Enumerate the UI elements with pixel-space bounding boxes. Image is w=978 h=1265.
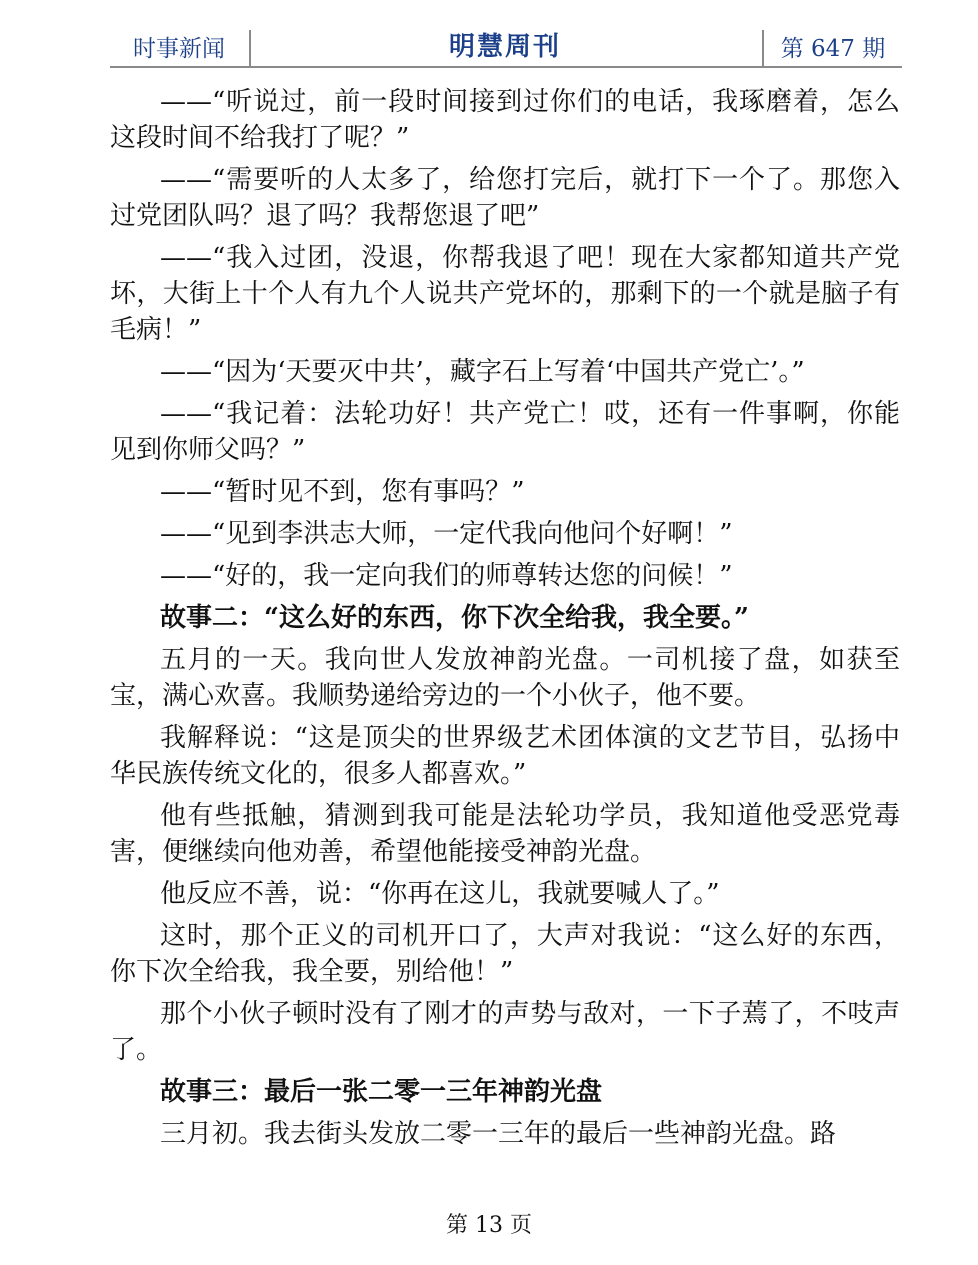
- article-body: [110, 84, 900, 1158]
- paragraph: ——“好的，我一定向我们的师尊转达您的问候！”: [160, 561, 733, 591]
- story-heading: 故事二：“这么好的东西，你下次全给我，我全要。”: [160, 603, 749, 633]
- issue-number: 第 647 期: [780, 36, 886, 62]
- paragraph: ——“暂时见不到，您有事吗？”: [160, 477, 525, 507]
- paragraph: ——“需要听的人太多了，给您打完后，就打下一个了。那您入过党团队吗？退了吗？我帮您退了吧”: [110, 165, 900, 231]
- paragraph: 三月初。我去街头发放二零一三年的最后一些神韵光盘。路: [160, 1119, 837, 1149]
- paragraph: ——“我入过团，没退，你帮我退了吧！现在大家都知道共产党坏，大街上十个人有九个人说共产党坏的，那剩下的一个就是脑子有毛病！”: [110, 243, 900, 345]
- section-label: 时事新闻: [133, 36, 225, 62]
- paragraph: 我解释说：“这是顶尖的世界级艺术团体演的文艺节目，弘扬中华民族传统文化的，很多人都喜欢。”: [110, 723, 900, 789]
- header-rule: [110, 66, 902, 68]
- paragraph: ——“见到李洪志大师，一定代我向他问个好啊！”: [160, 519, 733, 549]
- paragraph: 这时，那个正义的司机开口了，大声对我说：“这么好的东西，你下次全给我，我全要，别给他！”: [110, 921, 900, 987]
- page-header: [110, 22, 902, 68]
- paragraph: 他反应不善，说：“你再在这儿，我就要喊人了。”: [160, 879, 720, 909]
- publication-title: 明慧周刊: [448, 32, 561, 62]
- story-heading: 故事三：最后一张二零一三年神韵光盘: [160, 1077, 603, 1107]
- paragraph: ——“听说过，前一段时间接到过你们的电话，我琢磨着，怎么这段时间不给我打了呢？”: [110, 87, 900, 153]
- paragraph: 五月的一天。我向世人发放神韵光盘。一司机接了盘，如获至宝，满心欢喜。我顺势递给旁边的一个小伙子，他不要。: [110, 645, 900, 711]
- paragraph: 那个小伙子顿时没有了刚才的声势与敌对，一下子蔫了，不吱声了。: [110, 999, 900, 1065]
- paragraph: ——“因为‘天要灭中共’，藏字石上写着‘中国共产党亡’。”: [160, 357, 805, 387]
- paragraph: 他有些抵触，猜测到我可能是法轮功学员，我知道他受恶党毒害，便继续向他劝善，希望他能接受神韵光盘。: [110, 801, 900, 867]
- paragraph: ——“我记着：法轮功好！共产党亡！哎，还有一件事啊，你能见到你师父吗？”: [110, 399, 900, 465]
- page-number: 第 13 页: [446, 1213, 532, 1238]
